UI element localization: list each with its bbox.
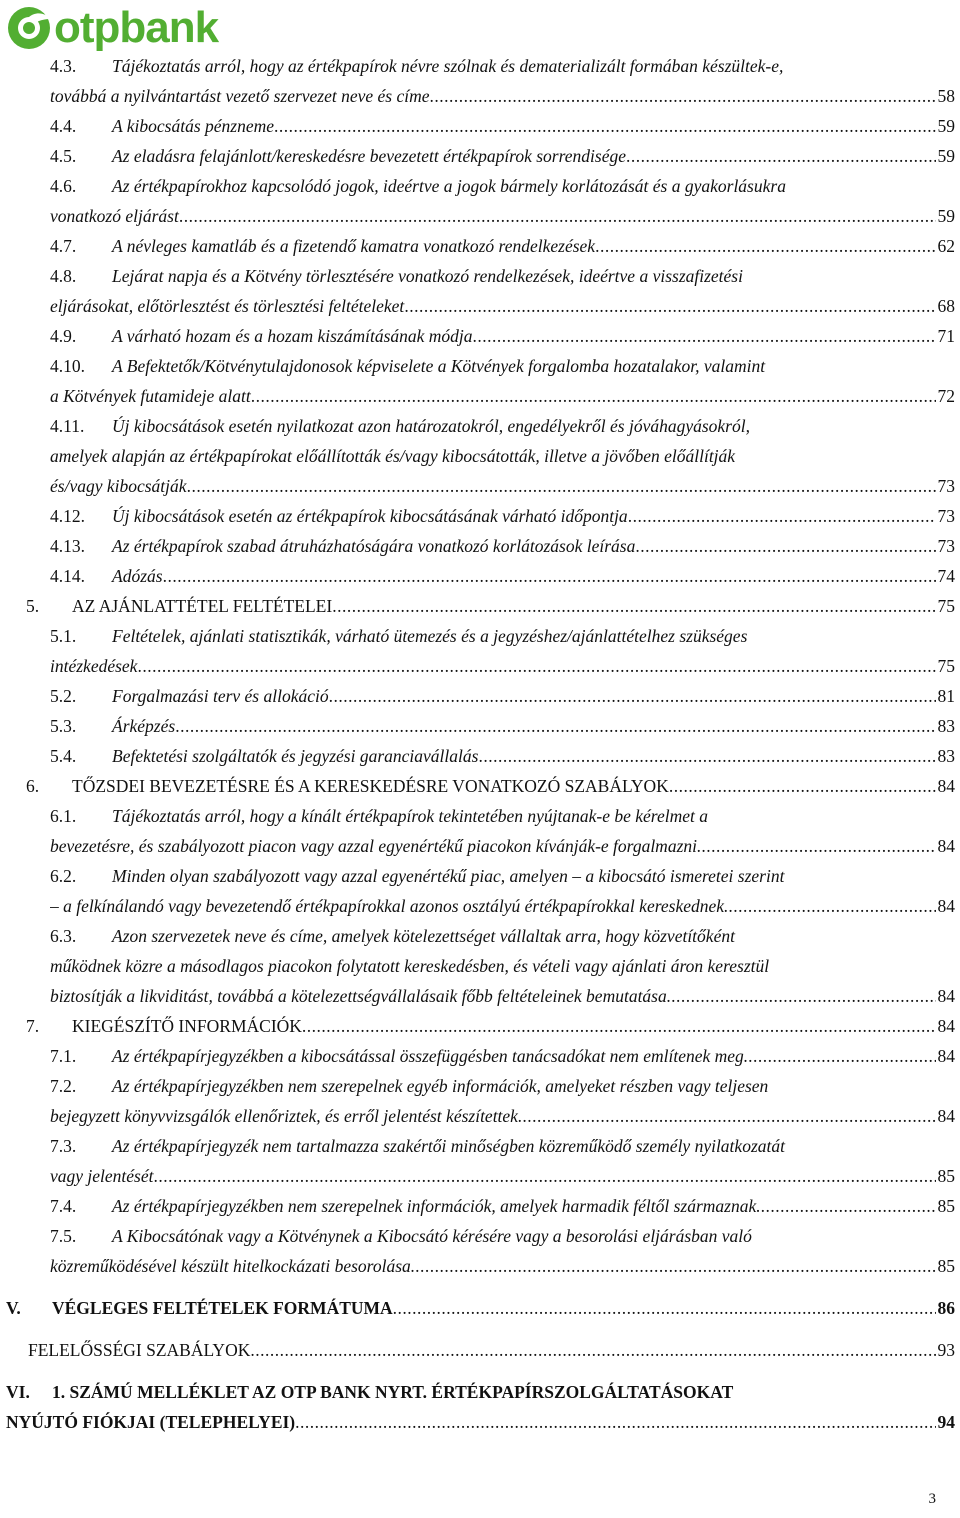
toc-leader-dots xyxy=(701,831,935,861)
toc-entry-title: – a felkínálandó vagy bevezetendő értékpapírokkal azonos osztályú értékpapírokkal kereskednek. xyxy=(50,896,729,916)
toc-entry-title: Tájékoztatás arról, hogy a kínált értékpapírok tekintetében nyújtanak-e be kérelmet a xyxy=(112,806,708,826)
toc-leader-dots xyxy=(175,711,935,741)
toc-entry-line[interactable] xyxy=(50,1191,955,1221)
toc-entry-line[interactable] xyxy=(50,891,955,921)
toc-entry-number: 4.4. xyxy=(50,116,77,136)
toc-entry-title: VÉGLEGES FELTÉTELEK FORMÁTUMA xyxy=(52,1298,393,1318)
toc-entry-title: és/vagy kibocsátják xyxy=(50,476,187,496)
toc-entry-number: 4.10. xyxy=(50,356,85,376)
toc-entry-title: Forgalmazási terv és allokáció xyxy=(112,686,329,706)
toc-entry-line[interactable] xyxy=(50,651,955,681)
toc-entry-line[interactable] xyxy=(26,1011,955,1041)
toc-entry-number: 4.7. xyxy=(50,236,77,256)
toc-entry-line[interactable] xyxy=(50,1041,955,1071)
toc-entry-number: 4.13. xyxy=(50,536,85,556)
toc-entry-number: 4.12. xyxy=(50,506,85,526)
toc-page-number: 62 xyxy=(937,236,955,256)
toc-page-number: 93 xyxy=(937,1340,955,1360)
toc-entry-title: Az értékpapírokhoz kapcsolódó jogok, ideértve a jogok bármely korlátozását és a gyakorlásukra xyxy=(112,176,786,196)
toc-page-number: 75 xyxy=(937,596,955,616)
toc-leader-dots xyxy=(250,1335,935,1365)
toc-leader-dots xyxy=(635,531,935,561)
toc-entry-number: 6. xyxy=(26,776,40,796)
toc-leader-dots xyxy=(295,1407,935,1437)
toc-leader-dots xyxy=(522,1101,935,1131)
toc-page-number: 58 xyxy=(937,86,955,106)
toc-page-number: 59 xyxy=(937,116,955,136)
toc-entry-number: 5.3. xyxy=(50,716,77,736)
toc-entry-number: 4.11. xyxy=(50,416,85,436)
toc-entry-number: 7.1. xyxy=(50,1046,77,1066)
toc-entry-line[interactable] xyxy=(50,351,955,381)
toc-entry-number: 5.2. xyxy=(50,686,77,706)
toc-entry-line[interactable] xyxy=(26,591,955,621)
toc-entry-line[interactable] xyxy=(50,531,955,561)
toc-page-number: 84 xyxy=(937,776,955,796)
toc-entry-number: 7.3. xyxy=(50,1136,77,1156)
toc-leader-dots xyxy=(415,1251,935,1281)
toc-entry-title: A kibocsátás pénzneme xyxy=(112,116,275,136)
toc-entry-line[interactable] xyxy=(50,981,955,1011)
toc-entry-title: Az értékpapírok szabad átruházhatóságára vonatkozó korlátozások leírása xyxy=(112,536,636,556)
toc-leader-dots xyxy=(404,291,935,321)
toc-entry-line[interactable] xyxy=(50,951,955,981)
toc-entry-number: 5.4. xyxy=(50,746,77,766)
brand-name: otpbank xyxy=(54,3,219,52)
toc-entry-number: 4.9. xyxy=(50,326,77,346)
toc-entry-line[interactable] xyxy=(50,711,955,741)
toc-page-number: 59 xyxy=(937,206,955,226)
toc-leader-dots xyxy=(163,561,936,591)
toc-entry-title: Azon szervezetek neve és címe, amelyek kötelezettséget vállaltak arra, hogy közvetítőként xyxy=(112,926,735,946)
toc-entry-title: Az eladásra felajánlott/kereskedésre bevezetett értékpapírok sorrendisége xyxy=(112,146,626,166)
toc-entry-title: NYÚJTÓ FIÓKJAI (TELEPHELYEI) xyxy=(6,1412,296,1432)
toc-entry-title: A névleges kamatláb és a fizetendő kamatra vonatkozó rendelkezések xyxy=(112,236,596,256)
toc-entry-line[interactable] xyxy=(50,381,955,411)
toc-entry-number: 7.5. xyxy=(50,1226,77,1246)
toc-entry-title: AZ AJÁNLATTÉTEL FELTÉTELEI xyxy=(72,596,333,616)
toc-leader-dots xyxy=(179,201,936,231)
toc-entry-title: bevezetésre, és szabályozott piacon vagy azzal egyenértékű piacokon kívánják-e forgalmazni. xyxy=(50,836,702,856)
toc-entry-line[interactable] xyxy=(50,81,955,111)
toc-entry-title: 1. SZÁMÚ MELLÉKLET AZ OTP BANK NYRT. ÉRTÉKPAPÍRSZOLGÁLTATÁSOKAT xyxy=(52,1382,734,1402)
toc-entry-line[interactable] xyxy=(50,441,955,471)
toc-entry-title: vonatkozó eljárást xyxy=(50,206,179,226)
toc-leader-dots xyxy=(626,141,936,171)
toc-entry-number: 6.1. xyxy=(50,806,77,826)
toc-entry-line[interactable] xyxy=(50,561,955,591)
toc-entry-title: intézkedések xyxy=(50,656,138,676)
toc-leader-dots xyxy=(137,651,935,681)
toc-page-number: 84 xyxy=(937,1106,955,1126)
toc-entry-number: 4.8. xyxy=(50,266,77,286)
toc-page-number: 73 xyxy=(937,536,955,556)
toc-entry-title: Árképzés xyxy=(112,716,176,736)
toc-leader-dots xyxy=(430,81,936,111)
toc-entry-line[interactable] xyxy=(28,1335,955,1365)
toc-page-number: 94 xyxy=(937,1412,955,1432)
toc-entry-title: Az értékpapírjegyzékben a kibocsátással összefüggésben tanácsadókat nem említenek meg. xyxy=(112,1046,749,1066)
toc-page-number: 73 xyxy=(937,506,955,526)
toc-entry-number: 6.2. xyxy=(50,866,77,886)
toc-entry-line[interactable] xyxy=(50,141,955,171)
toc-entry-line[interactable] xyxy=(50,1161,955,1191)
toc-entry-line[interactable] xyxy=(50,1131,955,1161)
toc-leader-dots xyxy=(251,381,936,411)
toc-entry-title: Feltételek, ajánlati statisztikák, várható ütemezés és a jegyzéshez/ajánlattételhez szükséges xyxy=(112,626,748,646)
toc-entry-line[interactable] xyxy=(26,771,955,801)
toc-entry-line[interactable] xyxy=(6,1377,955,1407)
toc-entry-title: eljárásokat, előtörlesztést és törlesztési feltételeket xyxy=(50,296,405,316)
toc-entry-line[interactable] xyxy=(50,681,955,711)
toc-entry-title: Az értékpapírjegyzékben nem szerepelnek egyéb információk, amelyeket részben vagy teljesen xyxy=(112,1076,769,1096)
toc-entry-number: 5.1. xyxy=(50,626,77,646)
toc-entry-line[interactable] xyxy=(50,1101,955,1131)
toc-entry-title: KIEGÉSZÍTŐ INFORMÁCIÓK xyxy=(72,1016,302,1036)
toc-entry-number: 4.5. xyxy=(50,146,77,166)
page-number: 3 xyxy=(928,1491,936,1507)
toc-entry-title: Minden olyan szabályozott vagy azzal egyenértékű piac, amelyen – a kibocsátó ismeretei szerint xyxy=(112,866,785,886)
toc-entry-line[interactable] xyxy=(50,291,955,321)
toc-page-number: 73 xyxy=(937,476,955,496)
toc-entry-line[interactable] xyxy=(50,171,955,201)
toc-entry-title: közreműködésével készült hitelkockázati besorolása. xyxy=(50,1256,416,1276)
toc-page-number: 85 xyxy=(937,1166,955,1186)
toc-entry-title: biztosítják a likviditást, továbbá a kötelezettségvállalásaik főbb feltételeinek bemutatása. xyxy=(50,986,672,1006)
toc-page-number: 81 xyxy=(937,686,955,706)
toc-entry-title: FELELŐSSÉGI SZABÁLYOK xyxy=(28,1340,251,1360)
toc-entry-title: Új kibocsátások esetén nyilatkozat azon határozatokról, engedélyekről és jóváhagyásokról, xyxy=(112,416,750,436)
toc-page-number: 83 xyxy=(937,716,955,736)
toc-entry-title: Az értékpapírjegyzékben nem szerepelnek információk, amelyek harmadik féltől származnak. xyxy=(112,1196,761,1216)
toc-leader-dots xyxy=(393,1293,936,1323)
toc-entry-line[interactable] xyxy=(50,741,955,771)
toc-entry-title: Adózás xyxy=(112,566,163,586)
toc-leader-dots xyxy=(332,591,935,621)
toc-entry-title: amelyek alapján az értékpapírokat előállították és/vagy kibocsátották, illetve a jövőben előállítják xyxy=(50,446,736,466)
toc-leader-dots xyxy=(669,771,936,801)
toc-entry-line[interactable] xyxy=(50,321,955,351)
toc-leader-dots xyxy=(473,321,936,351)
toc-leader-dots xyxy=(478,741,935,771)
toc-entry-line[interactable] xyxy=(50,831,955,861)
toc-leader-dots xyxy=(761,1191,936,1221)
toc-entry-title: A Kibocsátónak vagy a Kötvénynek a Kibocsátó kérésére vagy a besorolási eljárásban való xyxy=(112,1226,752,1246)
toc-entry-number: 5. xyxy=(26,596,40,616)
toc-page-number: 84 xyxy=(937,836,955,856)
toc-page-number: 75 xyxy=(937,656,955,676)
toc-leader-dots xyxy=(329,681,936,711)
toc-leader-dots xyxy=(302,1011,936,1041)
toc-entry-title: A várható hozam és a hozam kiszámításának módja xyxy=(112,326,473,346)
toc-entry-line[interactable] xyxy=(50,1251,955,1281)
toc-entry-line[interactable] xyxy=(6,1407,955,1437)
toc-entry-title: Az értékpapírjegyzék nem tartalmazza szakértői minőségben közreműködő személy nyilatkozatát xyxy=(112,1136,785,1156)
toc-entry-line[interactable] xyxy=(50,411,955,441)
toc-page-number: 59 xyxy=(937,146,955,166)
toc-entry-number: 6.3. xyxy=(50,926,77,946)
toc-entry-line[interactable] xyxy=(50,1071,955,1101)
toc-leader-dots xyxy=(154,1161,936,1191)
toc-page-number: 71 xyxy=(937,326,955,346)
toc-entry-line[interactable] xyxy=(50,801,955,831)
toc-leader-dots xyxy=(728,891,935,921)
toc-page-number: 74 xyxy=(937,566,955,586)
toc-entry-line[interactable] xyxy=(50,621,955,651)
toc-leader-dots xyxy=(748,1041,935,1071)
toc-entry-title: Befektetési szolgáltatók és jegyzési garanciavállalás xyxy=(112,746,479,766)
toc-entry-title: TŐZSDEI BEVEZETÉSRE ÉS A KERESKEDÉSRE VONATKOZÓ SZABÁLYOK xyxy=(72,776,669,796)
toc-entry-number: 7. xyxy=(26,1016,40,1036)
toc-entry-number: 4.6. xyxy=(50,176,77,196)
toc-page-number: 85 xyxy=(937,1256,955,1276)
toc-entry-line[interactable] xyxy=(50,471,955,501)
toc-entry-title: A Befektetők/Kötvénytulajdonosok képviselete a Kötvények forgalomba hozatalakor, valamint xyxy=(112,356,766,376)
toc-entry-line[interactable] xyxy=(50,231,955,261)
toc-page-number: 84 xyxy=(937,896,955,916)
toc-entry-number: VI. xyxy=(6,1382,30,1402)
toc-leader-dots xyxy=(187,471,936,501)
toc-page-number: 83 xyxy=(937,746,955,766)
toc-entry-line[interactable] xyxy=(50,51,955,81)
toc-entry-line[interactable] xyxy=(6,1293,955,1323)
toc-entry-number: 7.4. xyxy=(50,1196,77,1216)
toc-page-number: 84 xyxy=(937,986,955,1006)
toc-leader-dots xyxy=(628,501,936,531)
toc-page-number: 85 xyxy=(937,1196,955,1216)
toc-leader-dots xyxy=(671,981,935,1011)
toc-entry-line[interactable] xyxy=(50,261,955,291)
toc-page-number: 72 xyxy=(937,386,955,406)
toc-entry-line[interactable] xyxy=(50,501,955,531)
toc-entry-number: 7.2. xyxy=(50,1076,77,1096)
toc-leader-dots xyxy=(595,231,935,261)
toc-entry-title: Lejárat napja és a Kötvény törlesztésére vonatkozó rendelkezések, ideértve a visszafizetési xyxy=(112,266,743,286)
toc-leader-dots xyxy=(274,111,935,141)
toc-page-number: 84 xyxy=(937,1046,955,1066)
toc-entry-title: a Kötvények futamideje alatt xyxy=(50,386,251,406)
toc-page-number: 68 xyxy=(937,296,955,316)
toc-entry-title: Tájékoztatás arról, hogy az értékpapírok névre szólnak és dematerializált formában készültek-e, xyxy=(112,56,784,76)
toc-entry-line[interactable] xyxy=(50,1221,955,1251)
toc-entry-title: működnek közre a másodlagos piacokon folytatott kereskedésben, és vételi vagy ajánlati áron keresztül xyxy=(50,956,770,976)
toc-entry-title: bejegyzett könyvvizsgálók ellenőriztek, és erről jelentést készítettek. xyxy=(50,1106,523,1126)
toc-entry-number: 4.3. xyxy=(50,56,77,76)
toc-page-number: 84 xyxy=(937,1016,955,1036)
toc-page-number: 86 xyxy=(937,1298,955,1318)
toc-entry-line[interactable] xyxy=(50,921,955,951)
toc-entry-line[interactable] xyxy=(50,861,955,891)
toc-entry-title: vagy jelentését xyxy=(50,1166,154,1186)
toc-entry-title: Új kibocsátások esetén az értékpapírok kibocsátásának várható időpontja xyxy=(112,506,628,526)
toc-entry-line[interactable] xyxy=(50,111,955,141)
toc-entry-title: továbbá a nyilvántartást vezető szervezet neve és címe xyxy=(50,86,430,106)
toc-entry-number: V. xyxy=(6,1298,21,1318)
toc-entry-number: 4.14. xyxy=(50,566,85,586)
toc-entry-line[interactable] xyxy=(50,201,955,231)
